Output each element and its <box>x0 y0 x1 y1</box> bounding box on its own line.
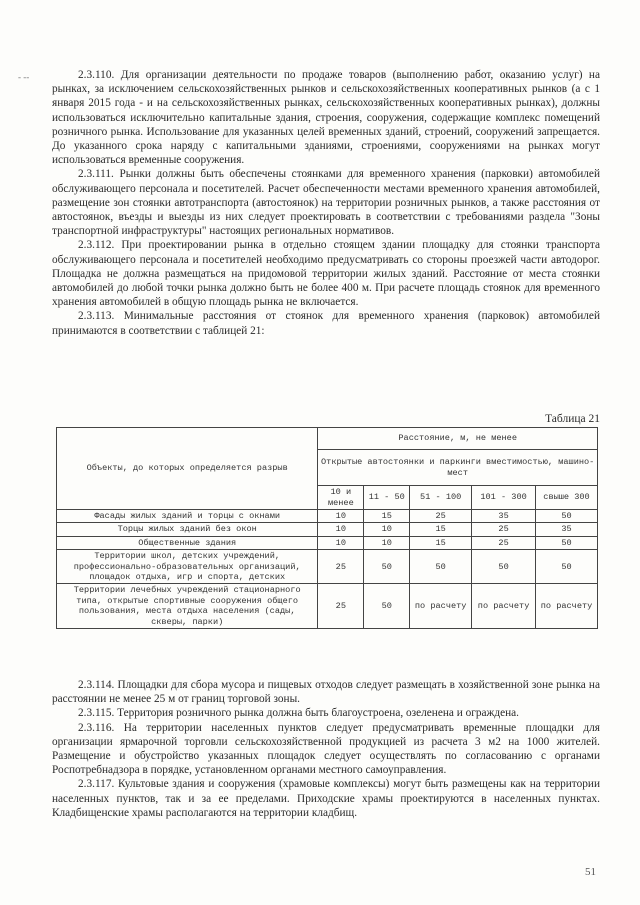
top-paragraphs <box>52 68 600 338</box>
row-value: по расчету <box>410 584 472 629</box>
row-value: 10 <box>318 510 364 523</box>
row-object: Территории лечебных учреждений стационарного типа, открытые спортивные сооружения общего пользования, места отдыха населения (сады, скверы, парки) <box>57 584 318 629</box>
paragraph-2-3-112: 2.3.112. При проектировании рынка в отдельно стоящем здании площадку для стоянки транспорта обслуживающего персонала и посетителей необходимо предусматривать со стороны проезжей части автодорог. Площадка не должна размещаться на придомовой территории жилых зданий. Расстояние от места стоянки автомобилей до любой точки рынка должно быть не более 400 м. При расчете площадь стоянок для временного хранения автомобилей в общую площадь рынка не включается. <box>52 239 600 309</box>
table-row <box>57 584 598 629</box>
row-value: 50 <box>536 536 598 549</box>
distance-table <box>56 427 598 629</box>
header-objects: Объекты, до которых определяется разрыв <box>57 428 318 510</box>
table-row <box>57 536 598 549</box>
table-caption: Таблица 21 <box>545 413 600 425</box>
row-value: 25 <box>410 510 472 523</box>
row-value: 10 <box>364 536 410 549</box>
row-value: 50 <box>364 584 410 629</box>
row-object: Территории школ, детских учреждений, профессионально-образовательных организаций, площадок отдыха, игр и спорта, детских <box>57 550 318 584</box>
row-value: 25 <box>472 523 536 536</box>
capacity-column: 51 - 100 <box>410 486 472 510</box>
table-row <box>57 523 598 536</box>
row-value: 50 <box>364 550 410 584</box>
row-value: 35 <box>472 510 536 523</box>
row-value: 25 <box>318 550 364 584</box>
table-row <box>57 510 598 523</box>
row-value: 10 <box>318 523 364 536</box>
row-value: 50 <box>536 510 598 523</box>
row-value: по расчету <box>472 584 536 629</box>
page-number: 51 <box>585 866 596 878</box>
paragraph-2-3-113: 2.3.113. Минимальные расстояния от стоянок для временного хранения (парковок) автомобилей принимаются в соответствии с таблицей 21: <box>52 310 600 337</box>
row-value: 50 <box>472 550 536 584</box>
capacity-column: 101 - 300 <box>472 486 536 510</box>
header-parking: Открытые автостоянки и паркинги вместимостью, машино-мест <box>318 450 598 486</box>
paragraph-2-3-115: 2.3.115. Территория розничного рынка должна быть благоустроена, озеленена и ограждена. <box>78 707 519 720</box>
paragraph-2-3-116: 2.3.116. На территории населенных пунктов следует предусматривать временные площадки для организации ярмарочной торговли сельскохозяйственной продукцией из расчета 3 м2 на 1000 жителей. Размещение и обустройство указанных площадок следует осуществлять по согласованию с органами Роспотребнадзора в порядке, установленном органами местного самоуправления. <box>52 721 600 777</box>
row-value: 15 <box>364 510 410 523</box>
capacity-column: свыше 300 <box>536 486 598 510</box>
row-value: 50 <box>536 550 598 584</box>
bottom-paragraphs <box>52 678 600 820</box>
row-value: 50 <box>410 550 472 584</box>
row-value: 25 <box>472 536 536 549</box>
capacity-column: 11 - 50 <box>364 486 410 510</box>
row-value: по расчету <box>536 584 598 629</box>
row-value: 25 <box>318 584 364 629</box>
margin-mark: - -- <box>18 72 30 82</box>
row-object: Общественные здания <box>57 536 318 549</box>
header-distance: Расстояние, м, не менее <box>318 428 598 450</box>
paragraph-2-3-114: 2.3.114. Площадки для сбора мусора и пищевых отходов следует размещать в хозяйственной зоне рынка на расстоянии не менее 25 м от границ торговой зоны. <box>52 679 600 706</box>
row-value: 10 <box>364 523 410 536</box>
paragraph-2-3-117: 2.3.117. Культовые здания и сооружения (храмовые комплексы) могут быть размещены как на территории населенных пунктов, так и за ее пределами. Приходские храмы проектируются в населенных пунктах. Кладбищенские храмы располагаются на территории кладбищ. <box>52 778 600 819</box>
row-object: Фасады жилых зданий и торцы с окнами <box>57 510 318 523</box>
capacity-column: 10 и менее <box>318 486 364 510</box>
paragraph-2-3-111: 2.3.111. Рынки должны быть обеспечены стоянками для временного хранения (парковки) автомобилей обслуживающего персонала и посетителей. Расчет обеспеченности местами временного хранения автомобилей, размещение зон стоянки автотранспорта (автостоянок) на территории розничных рынков, а также расстояния от автостоянок, въезды и выезды из них следует проектировать в соответствии с требованиями раздела "Зоны транспортной инфраструктуры" настоящих региональных нормативов. <box>52 168 600 238</box>
row-object: Торцы жилых зданий без окон <box>57 523 318 536</box>
row-value: 10 <box>318 536 364 549</box>
table-row <box>57 550 598 584</box>
row-value: 15 <box>410 523 472 536</box>
row-value: 15 <box>410 536 472 549</box>
row-value: 35 <box>536 523 598 536</box>
paragraph-2-3-110: 2.3.110. Для организации деятельности по продаже товаров (выполнению работ, оказанию услуг) на рынках, за исключением сельскохозяйственных рынков и сельскохозяйственных кооперативных рынков (а с 1 января 2015 года - и на сельскохозяйственных рынках, сельскохозяйственных кооперативных рынках), должны использоваться исключительно капитальные здания, строения, сооружения, содержащие комплекс помещений розничного рынка. Использование для указанных целей временных зданий, строений, сооружений запрещается. До указанного срока наряду с капитальными зданиями, строениями, сооружениями на рынках могут использоваться временные сооружения. <box>52 69 600 167</box>
